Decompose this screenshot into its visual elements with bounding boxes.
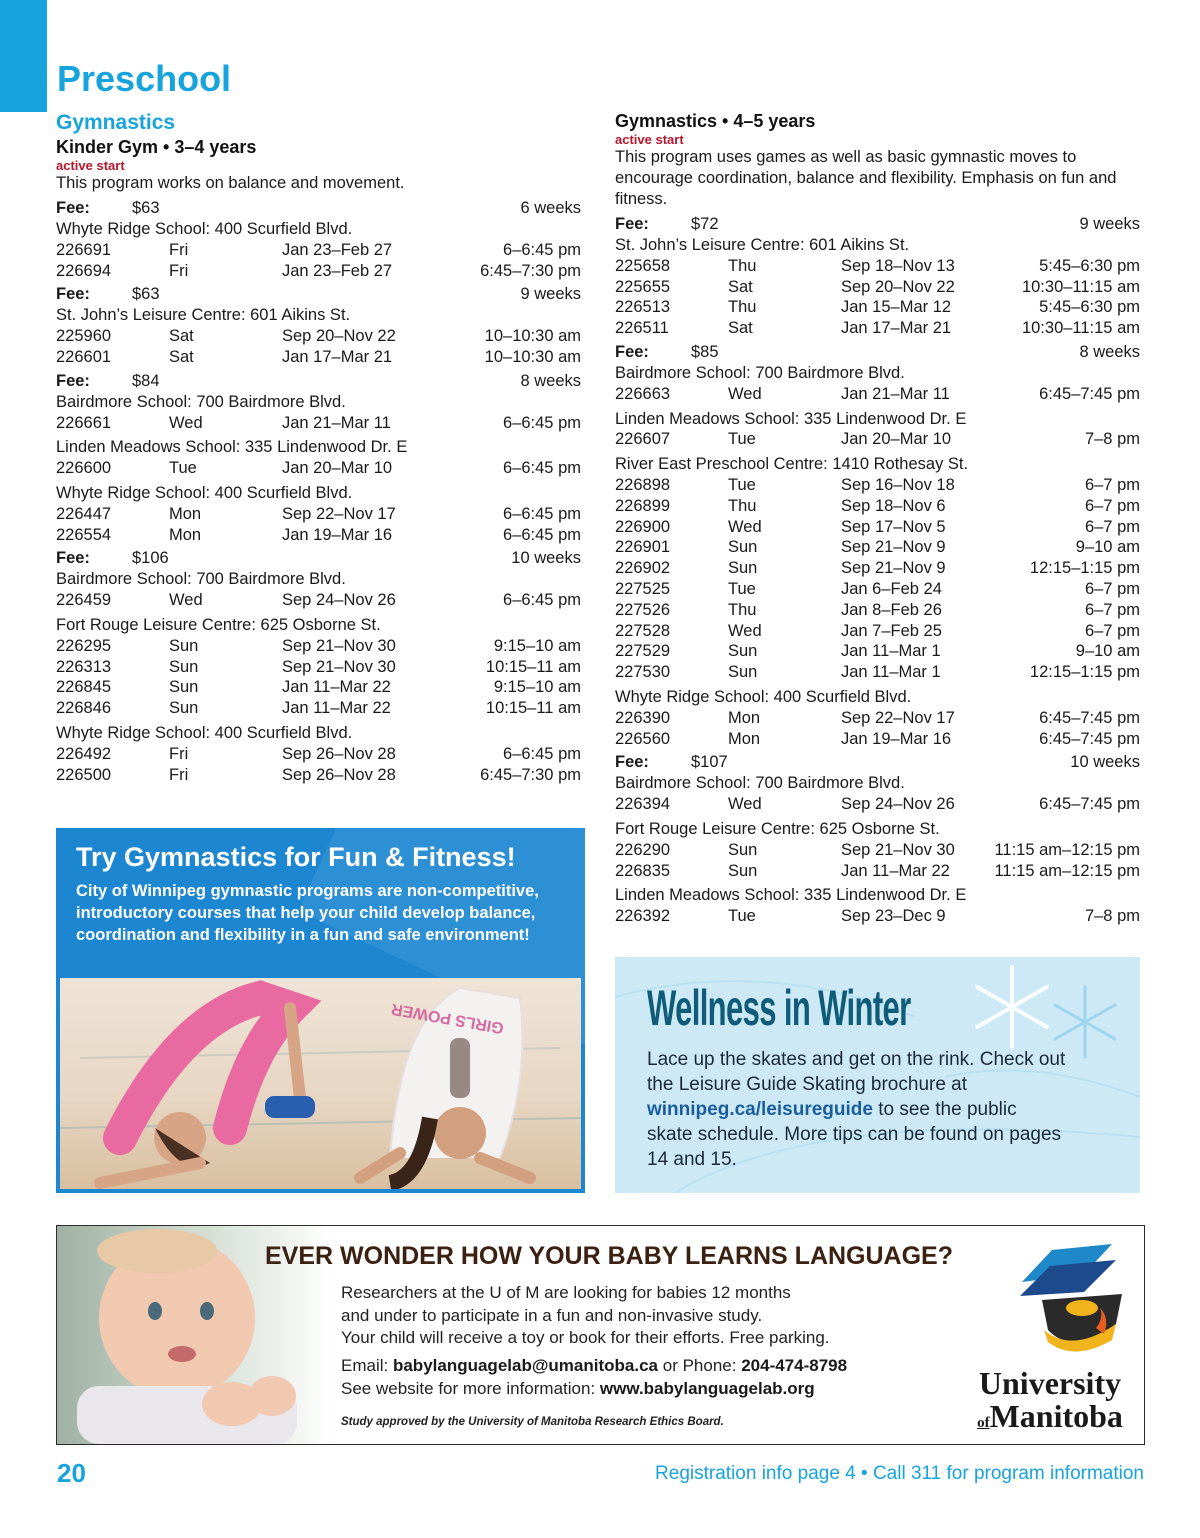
fee-weeks: 8 weeks xyxy=(520,371,581,390)
schedule-row xyxy=(615,429,1140,450)
location-name: St. John’s Leisure Centre: 601 Aikins St. xyxy=(56,306,351,325)
section-tab-bar xyxy=(0,0,47,112)
program-tag: active start xyxy=(56,158,125,173)
fee-row xyxy=(615,341,1140,363)
course-code: 227525 xyxy=(615,579,671,598)
schedule-list xyxy=(56,197,581,785)
course-time: 12:15–1:15 pm xyxy=(1029,559,1140,578)
course-day: Sun xyxy=(728,861,758,880)
course-day: Sun xyxy=(169,699,199,718)
course-code: 226835 xyxy=(615,861,671,880)
baby-ad-title: EVER WONDER HOW YOUR BABY LEARNS LANGUAGE? xyxy=(265,1242,954,1270)
left-column xyxy=(56,110,581,785)
baby-ad-line: Your child will receive a toy or book for their efforts. Free parking. xyxy=(341,1328,830,1347)
course-time: 6–7 pm xyxy=(1084,475,1140,494)
course-day: Tue xyxy=(728,579,756,598)
course-day: Wed xyxy=(728,621,762,640)
course-day: Sun xyxy=(728,840,758,859)
course-code: 226560 xyxy=(615,729,671,748)
course-code: 226513 xyxy=(615,298,671,317)
location-name: Whyte Ridge School: 400 Scurfield Blvd. xyxy=(56,220,353,238)
course-time: 6–6:45 pm xyxy=(503,591,581,610)
fee-weeks: 10 weeks xyxy=(511,549,581,568)
fee-row xyxy=(56,370,581,392)
course-code: 225655 xyxy=(615,277,671,296)
gymnastics-illustration xyxy=(60,978,581,1189)
fee-amount: $63 xyxy=(132,199,160,217)
schedule-row xyxy=(615,318,1140,339)
course-dates: Sep 21–Nov 30 xyxy=(282,636,396,655)
course-day: Thu xyxy=(728,298,757,317)
schedule-row xyxy=(56,765,581,786)
fee-weeks: 9 weeks xyxy=(1079,215,1140,233)
location-name: Bairdmore School: 700 Bairdmore Blvd. xyxy=(615,774,905,793)
course-code: 226392 xyxy=(615,907,671,926)
course-code: 226492 xyxy=(56,744,112,763)
fee-label: Fee: xyxy=(615,753,649,772)
location-name: Whyte Ridge School: 400 Scurfield Blvd. xyxy=(615,687,912,706)
course-dates: Jan 7–Feb 25 xyxy=(841,621,942,640)
email-label: Email: xyxy=(341,1356,389,1375)
location-name: Linden Meadows School: 335 Lindenwood Dr. E xyxy=(56,438,408,457)
location-name: River East Preschool Centre: 1410 Rothesay St. xyxy=(615,455,969,474)
course-dates: Sep 24–Nov 26 xyxy=(282,591,396,610)
course-day: Tue xyxy=(728,475,756,494)
course-day: Sun xyxy=(728,538,758,557)
course-time: 9:15–10 am xyxy=(493,636,581,655)
course-code: 226600 xyxy=(56,459,112,478)
course-code: 226607 xyxy=(615,430,671,449)
fee-row xyxy=(56,547,581,569)
fee-amount: $85 xyxy=(691,342,719,361)
schedule-row xyxy=(56,525,581,546)
category-title: Gymnastics xyxy=(56,111,176,134)
course-day: Mon xyxy=(169,504,202,523)
location-name: Bairdmore School: 700 Bairdmore Blvd. xyxy=(56,570,346,589)
course-time: 6–6:45 pm xyxy=(503,504,581,523)
course-dates: Sep 17–Nov 5 xyxy=(841,517,946,536)
course-day: Thu xyxy=(728,600,757,619)
course-time: 12:15–1:15 pm xyxy=(1029,663,1140,682)
location-name: Whyte Ridge School: 400 Scurfield Blvd. xyxy=(56,483,353,502)
fee-label: Fee: xyxy=(56,371,90,390)
course-code: 226661 xyxy=(56,413,112,432)
fee-row xyxy=(615,213,1140,235)
course-time: 10:30–11:15 am xyxy=(1021,277,1140,296)
course-dates: Sep 22–Nov 17 xyxy=(282,504,396,523)
location-name: Linden Meadows School: 335 Lindenwood Dr. E xyxy=(615,409,967,428)
schedule-row xyxy=(56,677,581,698)
promo-text: City of Winnipeg gymnastic programs are non-competitive, introductory courses that help your child develop balance, coordination and flexibility in a fun and safe environment! xyxy=(76,882,539,944)
schedule-row xyxy=(56,636,581,657)
gymnastics-photo xyxy=(60,978,581,1189)
fee-row xyxy=(56,197,581,219)
course-day: Sun xyxy=(169,678,199,697)
course-code: 226447 xyxy=(56,504,112,523)
fee-amount: $84 xyxy=(132,371,160,390)
course-time: 6:45–7:30 pm xyxy=(480,765,581,784)
schedule-row xyxy=(615,579,1140,600)
course-dates: Sep 26–Nov 28 xyxy=(282,744,396,763)
course-code: 226898 xyxy=(615,475,671,494)
fee-weeks: 8 weeks xyxy=(1079,342,1140,361)
course-dates: Jan 11–Mar 22 xyxy=(282,678,391,697)
course-code: 226601 xyxy=(56,347,112,366)
course-dates: Jan 20–Mar 10 xyxy=(282,459,393,478)
course-dates: Jan 21–Mar 11 xyxy=(282,413,391,432)
location-name: St. John’s Leisure Centre: 601 Aikins St. xyxy=(615,236,910,254)
winter-text-part: Lace up the skates and get on the rink. Check out the Leisure Guide Skating brochure at xyxy=(647,1049,1066,1095)
course-time: 10:15–11 am xyxy=(485,657,581,676)
course-day: Mon xyxy=(169,525,202,544)
fee-label: Fee: xyxy=(56,549,90,568)
course-time: 11:15 am–12:15 pm xyxy=(994,840,1140,859)
schedule-row xyxy=(615,906,1140,927)
fee-amount: $107 xyxy=(691,753,728,772)
course-dates: Jan 6–Feb 24 xyxy=(841,579,942,598)
fee-row xyxy=(56,283,581,305)
course-time: 6:45–7:45 pm xyxy=(1039,729,1140,748)
section-title: Preschool xyxy=(57,58,232,99)
schedule-row xyxy=(56,698,581,719)
course-time: 10:15–11 am xyxy=(485,699,581,718)
schedule-row xyxy=(615,384,1140,405)
course-time: 9–10 am xyxy=(1075,538,1140,557)
course-day: Sat xyxy=(169,327,194,346)
schedule-row xyxy=(615,840,1140,861)
course-time: 6:45–7:30 pm xyxy=(480,261,581,280)
course-dates: Sep 16–Nov 18 xyxy=(841,475,955,494)
schedule-row xyxy=(56,347,581,368)
winter-text xyxy=(647,1047,1067,1172)
course-code: 225658 xyxy=(615,256,671,275)
course-dates: Jan 17–Mar 21 xyxy=(282,347,393,366)
schedule-row xyxy=(615,861,1140,882)
course-dates: Sep 21–Nov 30 xyxy=(841,840,955,859)
schedule-row xyxy=(615,256,1140,277)
course-time: 11:15 am–12:15 pm xyxy=(994,861,1140,880)
course-code: 227526 xyxy=(615,600,671,619)
course-dates: Jan 23–Feb 27 xyxy=(282,261,393,280)
course-dates: Jan 8–Feb 26 xyxy=(841,600,942,619)
course-dates: Sep 22–Nov 17 xyxy=(841,708,955,727)
university-crest-icon xyxy=(1012,1244,1132,1356)
course-code: 226846 xyxy=(56,699,112,718)
course-code: 226500 xyxy=(56,765,112,784)
course-time: 7–8 pm xyxy=(1084,430,1140,449)
program-title: Kinder Gym • 3–4 years xyxy=(56,137,257,157)
schedule-row xyxy=(615,537,1140,558)
schedule-row xyxy=(615,517,1140,538)
footer-text: Registration info page 4 • Call 311 for program information xyxy=(655,1463,1144,1484)
course-time: 6–6:45 pm xyxy=(503,525,581,544)
course-code: 227529 xyxy=(615,642,671,661)
course-dates: Jan 11–Mar 22 xyxy=(282,699,391,718)
course-code: 226694 xyxy=(56,261,112,280)
schedule-row xyxy=(56,413,581,434)
course-dates: Jan 15–Mar 12 xyxy=(841,298,952,317)
schedule-row xyxy=(615,729,1140,750)
page-number: 20 xyxy=(57,1458,86,1488)
course-day: Tue xyxy=(728,430,756,449)
university-name-of: of xyxy=(977,1415,990,1431)
email-link[interactable]: babylanguagelab@umanitoba.ca xyxy=(392,1356,658,1375)
course-day: Thu xyxy=(728,496,757,515)
location-name: Fort Rouge Leisure Centre: 625 Osborne St. xyxy=(56,615,381,634)
schedule-row xyxy=(56,240,581,261)
course-code: 226899 xyxy=(615,496,671,515)
course-day: Mon xyxy=(728,729,761,748)
course-dates: Jan 17–Mar 21 xyxy=(841,319,952,338)
schedule-row xyxy=(56,744,581,765)
course-time: 9–10 am xyxy=(1075,642,1140,661)
baby-ad-line: Researchers at the U of M are looking for babies 12 months xyxy=(341,1283,791,1302)
course-day: Fri xyxy=(169,261,189,280)
fee-label: Fee: xyxy=(615,342,649,361)
fee-amount: $106 xyxy=(132,549,169,568)
university-name-line1: University xyxy=(978,1365,1122,1401)
schedule-row xyxy=(56,657,581,678)
course-dates: Jan 19–Mar 16 xyxy=(282,525,393,544)
course-dates: Jan 11–Mar 22 xyxy=(841,861,950,880)
program-tag: active start xyxy=(615,132,684,147)
location-name: Whyte Ridge School: 400 Scurfield Blvd. xyxy=(56,723,353,742)
course-code: 226394 xyxy=(615,795,671,814)
wellness-winter-box xyxy=(615,957,1140,1193)
location-name: Fort Rouge Leisure Centre: 625 Osborne St. xyxy=(615,819,940,838)
course-dates: Jan 23–Feb 27 xyxy=(282,240,393,259)
course-time: 6–6:45 pm xyxy=(503,459,581,478)
course-day: Thu xyxy=(728,256,757,275)
university-name xyxy=(965,1366,1135,1439)
course-dates: Sep 23–Dec 9 xyxy=(841,907,946,926)
fee-weeks: 6 weeks xyxy=(520,199,581,217)
course-dates: Sep 21–Nov 30 xyxy=(282,657,396,676)
course-code: 226900 xyxy=(615,517,671,536)
course-day: Tue xyxy=(728,907,756,926)
course-day: Wed xyxy=(728,795,762,814)
program-title: Gymnastics • 4–5 years xyxy=(615,111,816,131)
schedule-row xyxy=(615,708,1140,729)
schedule-row xyxy=(615,641,1140,662)
baby-ad-text xyxy=(341,1282,901,1350)
location-name: Linden Meadows School: 335 Lindenwood Dr. E xyxy=(615,886,967,905)
course-code: 226459 xyxy=(56,591,112,610)
course-day: Sat xyxy=(728,319,753,338)
right-column xyxy=(615,110,1140,927)
baby-ad-line: and under to participate in a fun and non-invasive study. xyxy=(341,1305,763,1325)
schedule-row xyxy=(615,558,1140,579)
course-day: Sun xyxy=(169,636,199,655)
course-day: Fri xyxy=(169,765,189,784)
course-time: 6:45–7:45 pm xyxy=(1039,384,1140,403)
course-time: 7–8 pm xyxy=(1084,907,1140,926)
schedule-row xyxy=(615,277,1140,298)
schedule-row xyxy=(56,504,581,525)
course-code: 227530 xyxy=(615,663,671,682)
course-code: 227528 xyxy=(615,621,671,640)
fee-row xyxy=(615,751,1140,773)
course-day: Tue xyxy=(169,459,197,478)
schedule-row xyxy=(56,458,581,479)
winter-title: Wellness in Winter xyxy=(647,980,911,1036)
course-time: 5:45–6:30 pm xyxy=(1039,298,1140,317)
course-day: Fri xyxy=(169,240,189,259)
fee-amount: $63 xyxy=(132,285,160,304)
fee-amount: $72 xyxy=(691,215,719,233)
course-time: 6–7 pm xyxy=(1084,600,1140,619)
promo-title: Try Gymnastics for Fun & Fitness! xyxy=(76,842,516,872)
course-day: Sun xyxy=(728,559,758,578)
fee-label: Fee: xyxy=(56,285,90,304)
course-time: 9:15–10 am xyxy=(493,678,581,697)
phone-number: 204-474-8798 xyxy=(741,1356,848,1375)
schedule-row xyxy=(615,475,1140,496)
course-time: 6:45–7:45 pm xyxy=(1039,795,1140,814)
course-dates: Sep 20–Nov 22 xyxy=(282,327,396,346)
fee-label: Fee: xyxy=(615,215,649,233)
course-dates: Jan 11–Mar 1 xyxy=(841,642,941,661)
ethics-note: Study approved by the University of Manitoba Research Ethics Board. xyxy=(341,1416,724,1428)
schedule-row xyxy=(615,496,1140,517)
course-day: Wed xyxy=(169,591,203,610)
course-code: 226290 xyxy=(615,840,671,859)
course-code: 225960 xyxy=(56,327,112,346)
course-day: Sun xyxy=(728,642,758,661)
fee-weeks: 10 weeks xyxy=(1070,753,1140,772)
course-code: 226901 xyxy=(615,538,671,557)
schedule-row xyxy=(615,662,1140,683)
schedule-row xyxy=(56,261,581,282)
course-day: Fri xyxy=(169,744,189,763)
location-name: Bairdmore School: 700 Bairdmore Blvd. xyxy=(615,363,905,382)
course-time: 6–7 pm xyxy=(1084,621,1140,640)
program-description: This program uses games as well as basic gymnastic moves to encourage coordination, balance and flexibility. Emphasis on fun and fitness. xyxy=(615,148,1117,208)
schedule-row xyxy=(615,297,1140,318)
course-day: Sat xyxy=(728,277,753,296)
schedule-row xyxy=(615,621,1140,642)
website-label: See website for more information: xyxy=(341,1379,596,1398)
course-dates: Sep 26–Nov 28 xyxy=(282,765,396,784)
course-time: 5:45–6:30 pm xyxy=(1039,256,1140,275)
leisure-guide-link[interactable]: winnipeg.ca/leisureguide xyxy=(647,1099,873,1120)
schedule-list xyxy=(615,213,1140,927)
shirt-text: GIRLS POWER xyxy=(390,999,506,1037)
fee-label: Fee: xyxy=(56,199,90,217)
schedule-row xyxy=(56,590,581,611)
course-dates: Jan 19–Mar 16 xyxy=(841,729,952,748)
course-time: 10–10:30 am xyxy=(484,347,581,366)
course-time: 6–7 pm xyxy=(1084,517,1140,536)
course-day: Wed xyxy=(169,413,203,432)
course-day: Sun xyxy=(169,657,199,676)
course-day: Wed xyxy=(728,517,762,536)
course-code: 226663 xyxy=(615,384,671,403)
course-dates: Jan 11–Mar 1 xyxy=(841,663,941,682)
schedule-row xyxy=(56,326,581,347)
baby-ad-contact xyxy=(341,1354,941,1400)
course-code: 226691 xyxy=(56,240,112,259)
course-dates: Sep 24–Nov 26 xyxy=(841,795,955,814)
course-time: 6–6:45 pm xyxy=(503,413,581,432)
course-dates: Sep 18–Nov 13 xyxy=(841,256,955,275)
course-time: 6:45–7:45 pm xyxy=(1039,708,1140,727)
phone-label: or Phone: xyxy=(662,1356,737,1375)
course-code: 226295 xyxy=(56,636,112,655)
course-code: 226554 xyxy=(56,525,112,544)
program-description: This program works on balance and movement. xyxy=(56,174,405,192)
university-name-line2: Manitoba xyxy=(989,1398,1123,1434)
winter-text-part: to see the public skate schedule. More tips can be found on pages 14 and 15. xyxy=(647,1099,1062,1170)
course-code: 226902 xyxy=(615,559,671,578)
fee-weeks: 9 weeks xyxy=(520,285,581,304)
course-code: 226845 xyxy=(56,678,112,697)
course-time: 6–7 pm xyxy=(1084,579,1140,598)
schedule-row xyxy=(615,794,1140,815)
course-code: 226390 xyxy=(615,708,671,727)
baby-language-ad xyxy=(56,1225,1145,1445)
course-day: Wed xyxy=(728,384,762,403)
course-day: Mon xyxy=(728,708,761,727)
course-time: 6–6:45 pm xyxy=(503,744,581,763)
location-name: Bairdmore School: 700 Bairdmore Blvd. xyxy=(56,392,346,411)
course-dates: Jan 20–Mar 10 xyxy=(841,430,952,449)
gymnastics-promo-box xyxy=(56,828,585,1193)
course-dates: Sep 18–Nov 6 xyxy=(841,496,946,515)
course-time: 10:30–11:15 am xyxy=(1021,319,1140,338)
course-day: Sun xyxy=(728,663,758,682)
schedule-row xyxy=(615,600,1140,621)
course-code: 226313 xyxy=(56,657,112,676)
course-code: 226511 xyxy=(615,319,669,338)
course-day: Sat xyxy=(169,347,194,366)
course-dates: Sep 20–Nov 22 xyxy=(841,277,955,296)
course-dates: Sep 21–Nov 9 xyxy=(841,559,946,578)
course-dates: Jan 21–Mar 11 xyxy=(841,384,950,403)
course-time: 6–7 pm xyxy=(1084,496,1140,515)
course-dates: Sep 21–Nov 9 xyxy=(841,538,946,557)
website-link[interactable]: www.babylanguagelab.org xyxy=(599,1379,815,1398)
course-time: 10–10:30 am xyxy=(484,327,581,346)
course-time: 6–6:45 pm xyxy=(503,240,581,259)
